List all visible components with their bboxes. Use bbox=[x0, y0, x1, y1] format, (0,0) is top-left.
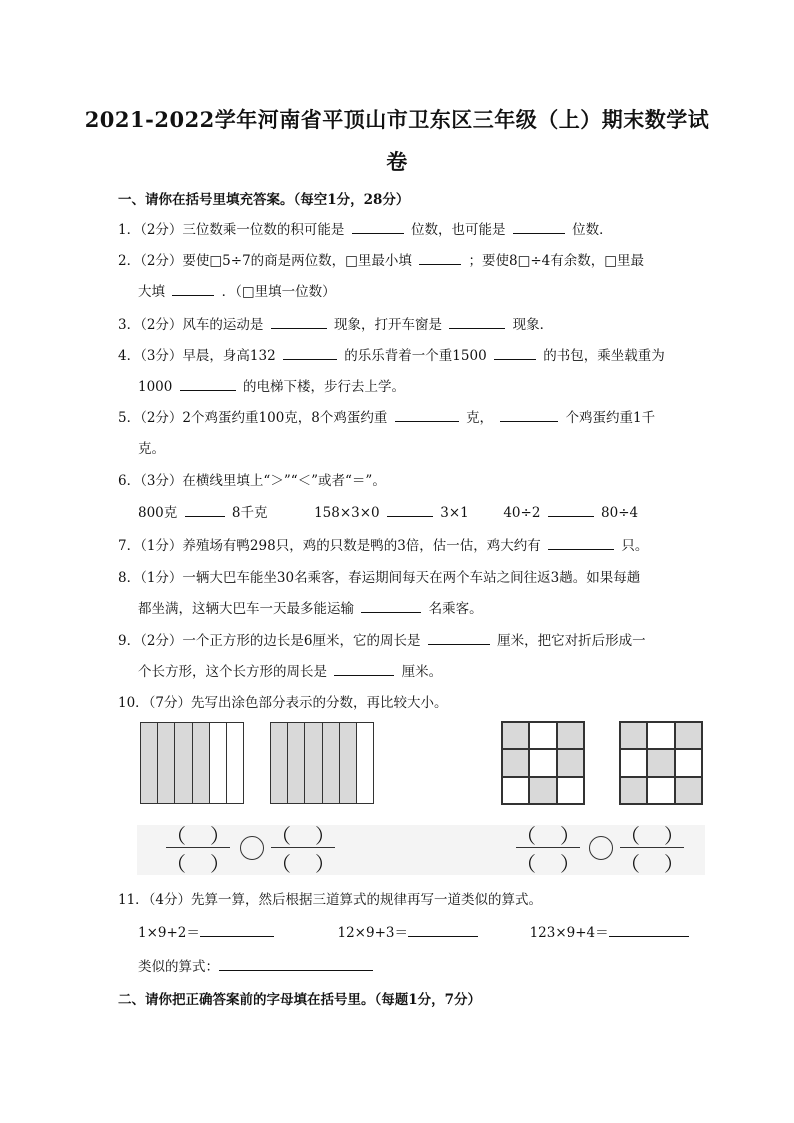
bar-segment bbox=[141, 723, 158, 803]
bar-segment bbox=[288, 723, 305, 803]
q3-text-c: 现象． bbox=[512, 317, 554, 333]
question-11-similar bbox=[138, 955, 376, 975]
question-7 bbox=[118, 534, 648, 554]
q1-text-b: 位数，也可能是 bbox=[411, 222, 506, 238]
answer-blank[interactable] bbox=[449, 315, 505, 329]
bar-segment bbox=[271, 723, 288, 803]
q6-item1-left: 800克 bbox=[138, 505, 178, 521]
q1-text-c: 位数． bbox=[572, 222, 613, 238]
paren-close: ） bbox=[210, 852, 230, 876]
grid-cell bbox=[647, 749, 674, 776]
bar-segment bbox=[175, 723, 192, 803]
answer-blank[interactable] bbox=[185, 503, 225, 517]
answer-blank[interactable] bbox=[387, 503, 433, 517]
compare-circle[interactable] bbox=[589, 836, 613, 860]
q11-equation-1: 1×9+2＝ bbox=[138, 925, 200, 941]
answer-blank[interactable] bbox=[548, 536, 614, 550]
q8-text-c: 名乘客。 bbox=[428, 601, 483, 617]
q10-grid-model-1 bbox=[501, 721, 585, 805]
q6-item2-left: 158×3×0 bbox=[314, 505, 380, 521]
answer-blank[interactable] bbox=[609, 923, 689, 937]
paren-close: ） bbox=[210, 824, 230, 848]
q10-fraction-2[interactable] bbox=[271, 820, 335, 874]
answer-blank[interactable] bbox=[548, 503, 594, 517]
q5-text-c: 个鸡蛋约重1千 bbox=[565, 410, 656, 426]
answer-blank[interactable] bbox=[419, 251, 461, 265]
question-8: 8．（1分）一辆大巴车能坐30名乘客，春运期间每天在两个车站之间往返3趟。如果每趟 bbox=[118, 570, 641, 586]
question-6-items bbox=[138, 501, 638, 521]
q11-similar-label: 类似的算式： bbox=[138, 959, 219, 975]
answer-blank[interactable] bbox=[408, 923, 478, 937]
question-5 bbox=[118, 406, 655, 426]
bar-segment bbox=[210, 723, 227, 803]
q4-text-d: 1000 bbox=[138, 379, 173, 395]
paren-close: ） bbox=[560, 824, 580, 848]
grid-cell bbox=[675, 749, 702, 776]
q11-equation-3: 123×9+4＝ bbox=[529, 925, 609, 941]
paren-close: ） bbox=[560, 852, 580, 876]
answer-blank[interactable] bbox=[428, 631, 490, 645]
grid-cell bbox=[647, 777, 674, 804]
q9-text-a: 9．（2分）一个正方形的边长是6厘米，它的周长是 bbox=[118, 633, 421, 649]
grid-cell bbox=[620, 722, 647, 749]
paren-open: （ bbox=[516, 852, 536, 876]
q2-text-d: ．（□里填一位数） bbox=[221, 284, 336, 300]
q4-text-c: 的书包，乘坐载重为 bbox=[543, 348, 665, 364]
q4-text-b: 的乐乐背着一个重1500 bbox=[344, 348, 487, 364]
q9-text-c: 个长方形，这个长方形的周长是 bbox=[138, 664, 327, 680]
answer-blank[interactable] bbox=[271, 315, 327, 329]
bar-segment bbox=[305, 723, 322, 803]
question-8-cont bbox=[138, 597, 483, 617]
question-4 bbox=[118, 344, 665, 364]
q10-fraction-3[interactable] bbox=[516, 820, 580, 874]
q4-text-a: 4．（3分）早晨，身高132 bbox=[118, 348, 276, 364]
q10-bar-model-2 bbox=[270, 722, 374, 804]
grid-cell bbox=[502, 722, 529, 749]
bar-segment bbox=[227, 723, 243, 803]
section-1-heading: 一、请你在括号里填充答案。（每空1分，28分） bbox=[118, 192, 410, 208]
answer-blank[interactable] bbox=[395, 408, 459, 422]
paren-close: ） bbox=[664, 852, 684, 876]
q10-fraction-1[interactable] bbox=[166, 820, 230, 874]
section-2-heading: 二、请你把正确答案前的字母填在括号里。（每题1分，7分） bbox=[118, 992, 482, 1008]
q9-text-b: 厘米，把它对折后形成一 bbox=[497, 633, 646, 649]
q10-grid-model-2 bbox=[619, 721, 703, 805]
question-9 bbox=[118, 629, 646, 649]
answer-blank[interactable] bbox=[361, 599, 421, 613]
q5-text-b: 克， bbox=[465, 410, 493, 426]
paren-close: ） bbox=[315, 824, 335, 848]
paren-open: （ bbox=[166, 852, 186, 876]
q6-item3-left: 40÷2 bbox=[503, 505, 541, 521]
answer-blank[interactable] bbox=[494, 346, 536, 360]
question-2-cont bbox=[138, 280, 336, 300]
q10-bar-model-1 bbox=[140, 722, 244, 804]
answer-blank[interactable] bbox=[180, 377, 236, 391]
paren-open: （ bbox=[620, 852, 640, 876]
q6-item2-right: 3×1 bbox=[440, 505, 469, 521]
grid-cell bbox=[675, 777, 702, 804]
grid-cell bbox=[502, 749, 529, 776]
q3-text-a: 3．（2分）风车的运动是 bbox=[118, 317, 264, 333]
question-11-equations bbox=[138, 921, 692, 941]
paren-close: ） bbox=[315, 852, 335, 876]
paren-open: （ bbox=[271, 824, 291, 848]
bar-segment bbox=[193, 723, 210, 803]
answer-blank[interactable] bbox=[283, 346, 337, 360]
q2-text-c: 大填 bbox=[138, 284, 165, 300]
q6-item3-right: 80÷4 bbox=[601, 505, 639, 521]
grid-cell bbox=[647, 722, 674, 749]
paren-open: （ bbox=[271, 852, 291, 876]
bar-segment bbox=[357, 723, 373, 803]
grid-cell bbox=[557, 777, 584, 804]
answer-blank[interactable] bbox=[334, 662, 394, 676]
page-title-cont: 卷 bbox=[386, 149, 408, 174]
q6-item1-right: 8千克 bbox=[231, 505, 268, 521]
q2-text-b: ；要使8□÷4有余数，□里最 bbox=[468, 253, 645, 269]
page-title: 2021-2022学年河南省平顶山市卫东区三年级（上）期末数学试 bbox=[84, 107, 710, 132]
grid-cell bbox=[529, 722, 556, 749]
question-2 bbox=[118, 249, 644, 269]
paren-open: （ bbox=[516, 824, 536, 848]
grid-cell bbox=[557, 722, 584, 749]
compare-circle[interactable] bbox=[240, 836, 264, 860]
grid-cell bbox=[620, 749, 647, 776]
answer-blank[interactable] bbox=[172, 282, 214, 296]
paren-open: （ bbox=[166, 824, 186, 848]
question-3 bbox=[118, 313, 553, 333]
grid-cell bbox=[620, 777, 647, 804]
grid-cell bbox=[529, 777, 556, 804]
answer-blank[interactable] bbox=[200, 923, 274, 937]
q4-text-e: 的电梯下楼，步行去上学。 bbox=[242, 379, 405, 395]
answer-blank[interactable] bbox=[219, 957, 373, 971]
question-10: 10．（7分）先写出涂色部分表示的分数，再比较大小。 bbox=[118, 695, 448, 711]
answer-blank[interactable] bbox=[513, 220, 565, 234]
q3-text-b: 现象，打开车窗是 bbox=[334, 317, 443, 333]
question-4-cont bbox=[138, 375, 405, 395]
question-11: 11．（4分）先算一算，然后根据三道算式的规律再写一道类似的算式。 bbox=[118, 892, 543, 908]
grid-cell bbox=[502, 777, 529, 804]
bar-segment bbox=[340, 723, 357, 803]
grid-cell bbox=[675, 722, 702, 749]
q1-text-a: 1．（2分）三位数乘一位数的积可能是 bbox=[118, 222, 345, 238]
answer-blank[interactable] bbox=[352, 220, 404, 234]
q10-fraction-4[interactable] bbox=[620, 820, 684, 874]
question-1 bbox=[118, 218, 613, 238]
q7-text-a: 7．（1分）养殖场有鸭298只，鸡的只数是鸭的3倍，估一估，鸡大约有 bbox=[118, 538, 541, 554]
question-6: 6．（3分）在横线里填上“＞”“＜”或者“＝”。 bbox=[118, 473, 386, 489]
bar-segment bbox=[158, 723, 175, 803]
paren-close: ） bbox=[664, 824, 684, 848]
question-9-cont bbox=[138, 660, 442, 680]
q9-text-d: 厘米。 bbox=[401, 664, 443, 680]
bar-segment bbox=[323, 723, 340, 803]
q8-text-b: 都坐满，这辆大巴车一天最多能运输 bbox=[138, 601, 354, 617]
q5-text-a: 5．（2分）2个鸡蛋约重100克，8个鸡蛋约重 bbox=[118, 410, 388, 426]
question-5-cont: 克。 bbox=[138, 441, 165, 457]
answer-blank[interactable] bbox=[500, 408, 558, 422]
q2-text-a: 2．（2分）要使□5÷7的商是两位数，□里最小填 bbox=[118, 253, 412, 269]
paren-open: （ bbox=[620, 824, 640, 848]
q11-equation-2: 12×9+3＝ bbox=[337, 925, 408, 941]
q7-text-b: 只。 bbox=[621, 538, 649, 554]
grid-cell bbox=[557, 749, 584, 776]
grid-cell bbox=[529, 749, 556, 776]
